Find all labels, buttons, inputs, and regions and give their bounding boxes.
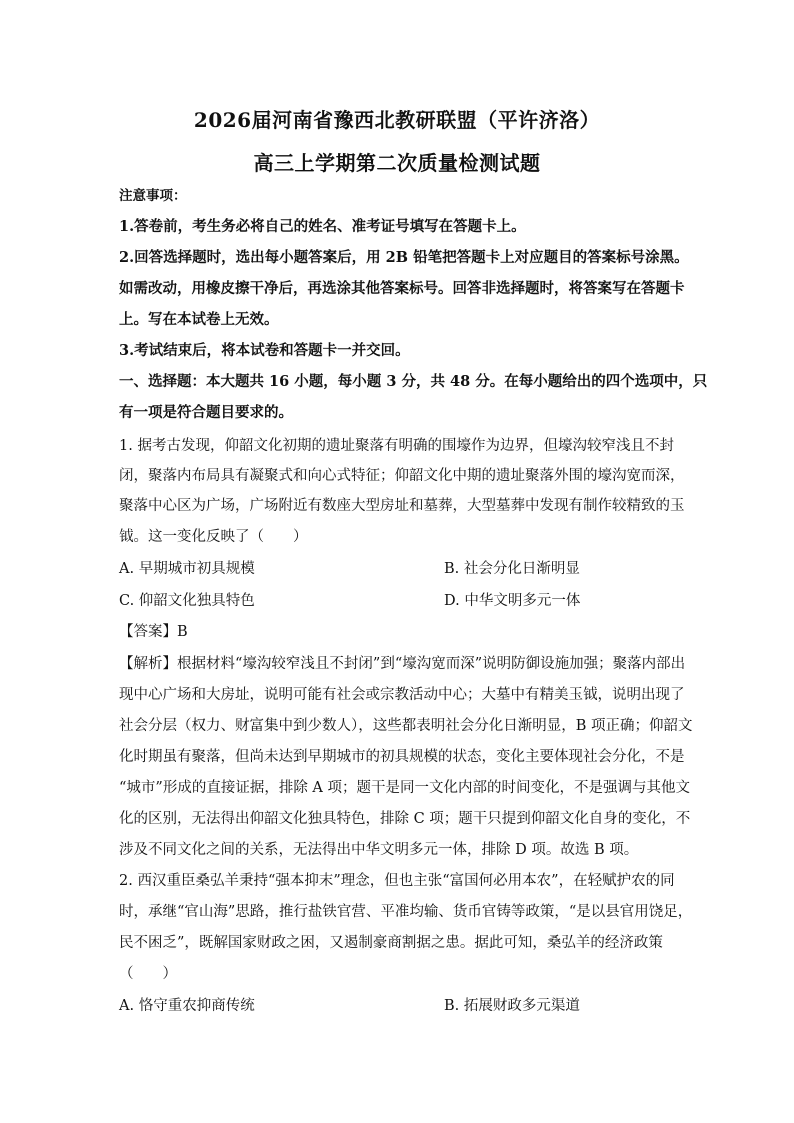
- question-2-line-2: 时，承继“官山海”思路，推行盐铁官营、平准均输、货币官铸等政策，“是以县官用饶足，: [119, 904, 693, 920]
- exam-subtitle: 高三上学期第二次质量检测试题: [253, 151, 541, 175]
- question-1-explanation-line-1: 【解析】根据材料“壕沟较窄浅且不封闭”到“壕沟宽而深”说明防御设施加强；聚落内部出: [119, 656, 686, 672]
- notice-item-2-line-2: 如需改动，用橡皮擦干净后，再选涂其他答案标号。回答非选择题时，将答案写在答题卡: [119, 280, 685, 297]
- question-1-explanation-line-5: “城市”形成的直接证据，排除 A 项；题干是同一文化内部的时间变化，不是强调与其他文: [119, 780, 691, 796]
- question-1-explanation-line-7: 涉及不同文化之间的关系，无法得出中华文明多元一体，排除 D 项。故选 B 项。: [119, 842, 639, 858]
- question-2-line-4: （ ）: [119, 966, 177, 982]
- question-1-line-4: 钺。这一变化反映了（ ）: [119, 529, 308, 545]
- question-1-line-2: 闭，聚落内布局具有凝聚式和向心式特征；仰韶文化中期的遗址聚落外围的壕沟宽而深，: [119, 468, 685, 484]
- section-instruction-line-1: 一、选择题：本大题共 16 小题，每小题 3 分，共 48 分。在每小题给出的四个选项中，只: [119, 373, 708, 390]
- question-2-option-a: A. 恪守重农抑商传统: [119, 998, 255, 1014]
- notice-item-3: 3.考试结束后，将本试卷和答题卡一并交回。: [119, 342, 410, 359]
- question-1-explanation-line-3: 社会分层（权力、财富集中到少数人），这些都表明社会分化日渐明显，B 项正确；仰韶文: [119, 718, 693, 734]
- question-1-line-1: 1. 据考古发现，仰韶文化初期的遗址聚落有明确的围壕作为边界，但壕沟较窄浅且不封: [119, 438, 674, 454]
- question-1-option-d: D. 中华文明多元一体: [444, 593, 581, 609]
- question-2-line-1: 2. 西汉重臣桑弘羊秉持“强本抑末”理念，但也主张“富国何必用本农”，在轻赋护农的同: [119, 873, 675, 889]
- question-1-explanation-line-2: 现中心广场和大房址，说明可能有社会或宗教活动中心；大墓中有精美玉钺，说明出现了: [119, 687, 685, 703]
- question-1-explanation-line-4: 化时期虽有聚落，但尚未达到早期城市的初具规模的状态，变化主要体现社会分化，不是: [119, 749, 685, 765]
- question-1-explanation-line-6: 化的区别，无法得出仰韶文化独具特色，排除 C 项；题干只提到仰韶文化自身的变化，不: [119, 811, 691, 827]
- exam-title: 2026届河南省豫西北教研联盟（平许济洛）: [193, 108, 601, 132]
- question-1-line-3: 聚落中心区为广场，广场附近有数座大型房址和墓葬，大型墓葬中发现有制作较精致的玉: [119, 498, 685, 514]
- notice-item-1: 1.答卷前，考生务必将自己的姓名、准考证号填写在答题卡上。: [119, 218, 526, 235]
- question-2-option-b: B. 拓展财政多元渠道: [444, 998, 580, 1014]
- question-2-line-3: 民不困乏”，既解国家财政之困，又遏制豪商割据之患。据此可知，桑弘羊的经济政策: [119, 935, 663, 951]
- question-1-option-c: C. 仰韶文化独具特色: [119, 593, 255, 609]
- question-1-answer: 【答案】B: [119, 624, 188, 640]
- section-instruction-line-2: 有一项是符合题目要求的。: [119, 404, 293, 421]
- question-1-option-a: A. 早期城市初具规模: [119, 561, 255, 577]
- notice-heading: 注意事项：: [119, 188, 187, 204]
- notice-item-2-line-3: 上。写在本试卷上无效。: [119, 311, 279, 328]
- notice-item-2-line-1: 2.回答选择题时，选出每小题答案后，用 2B 铅笔把答题卡上对应题目的答案标号涂黑。: [119, 249, 689, 266]
- question-1-option-b: B. 社会分化日渐明显: [444, 561, 580, 577]
